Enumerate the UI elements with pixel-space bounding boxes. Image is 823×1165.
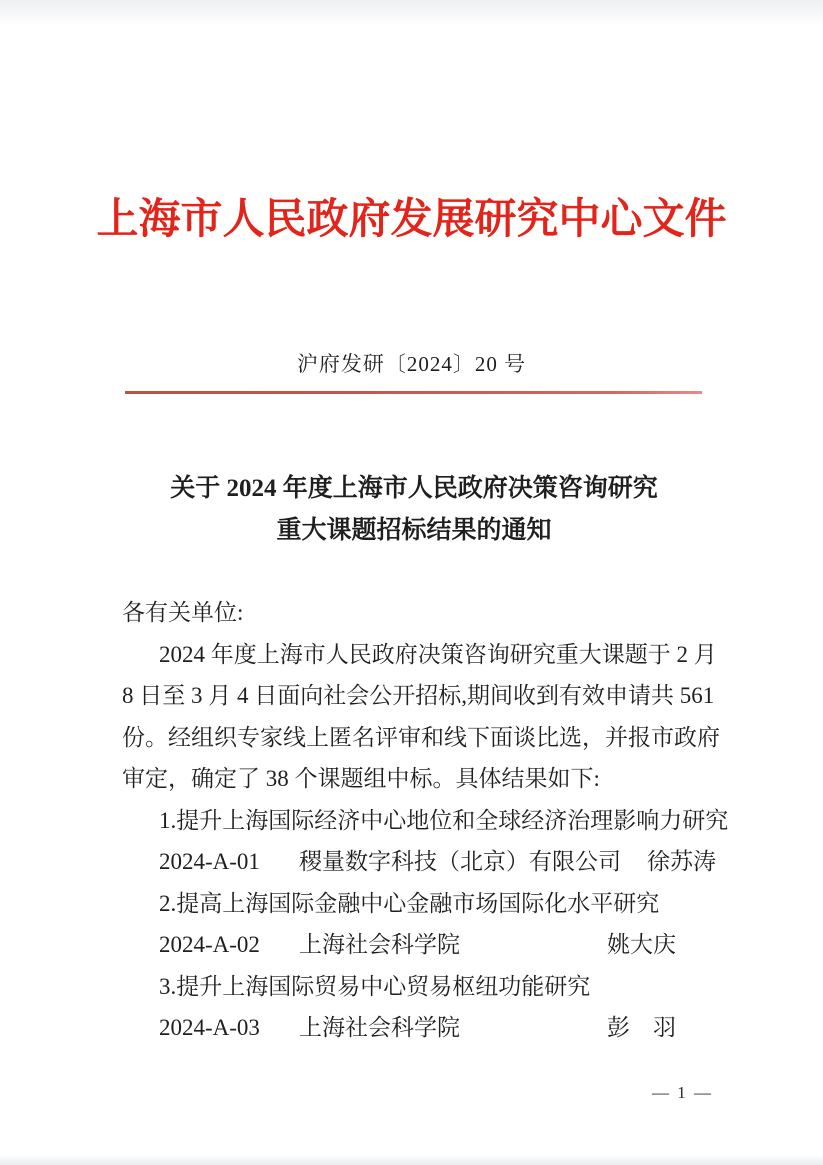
page-number: — 1 — — [652, 1083, 713, 1102]
topic-title-3: 3.提升上海国际贸易中心贸易枢纽功能研究 — [159, 973, 591, 999]
notice-title-line1: 关于 2024 年度上海市人民政府决策咨询研究 — [170, 475, 658, 502]
paragraph-line-2: 8 日至 3 月 4 日面向社会公开招标,期间收到有效申请共 561 — [122, 683, 715, 708]
document-number: 沪府发研〔2024〕20 号 — [296, 352, 527, 376]
topic-code: 2024-A-01 — [159, 849, 260, 874]
topic-leader: 姚大庆 — [607, 932, 676, 957]
result-row-2 — [159, 924, 708, 966]
notice-body — [122, 592, 729, 1049]
paragraph-line-4: 审定，确定了 38 个课题组中标。具体结果如下: — [122, 766, 600, 791]
topic-code: 2024-A-02 — [159, 932, 260, 957]
salutation: 各有关单位: — [122, 600, 244, 625]
notice-title — [122, 468, 706, 552]
topic-organization: 上海社会科学院 — [299, 932, 460, 957]
result-row-3 — [159, 1007, 708, 1049]
topic-leader: 徐苏涛 — [647, 849, 716, 874]
topic-leader: 彭 羽 — [607, 1015, 676, 1040]
topic-organization: 上海社会科学院 — [299, 1015, 460, 1040]
paragraph-line-3: 份。经组织专家线上匿名评审和线下面谈比选，并报市政府 — [122, 724, 720, 750]
red-divider-line — [125, 391, 702, 394]
paragraph-line-1: 2024 年度上海市人民政府决策咨询研究重大课题于 2 月 — [159, 641, 717, 667]
topic-organization: 稷量数字科技（北京）有限公司 — [299, 849, 621, 874]
topic-title-1: 1.提升上海国际经济中心地位和全球经济治理影响力研究 — [159, 807, 729, 833]
topic-title-2: 2.提高上海国际金融中心金融市场国际化水平研究 — [159, 890, 660, 916]
notice-title-line2: 重大课题招标结果的通知 — [276, 517, 552, 544]
topic-code: 2024-A-03 — [159, 1015, 260, 1040]
document-header-title: 上海市人民政府发展研究中心文件 — [96, 197, 727, 243]
result-row-1 — [159, 841, 716, 883]
